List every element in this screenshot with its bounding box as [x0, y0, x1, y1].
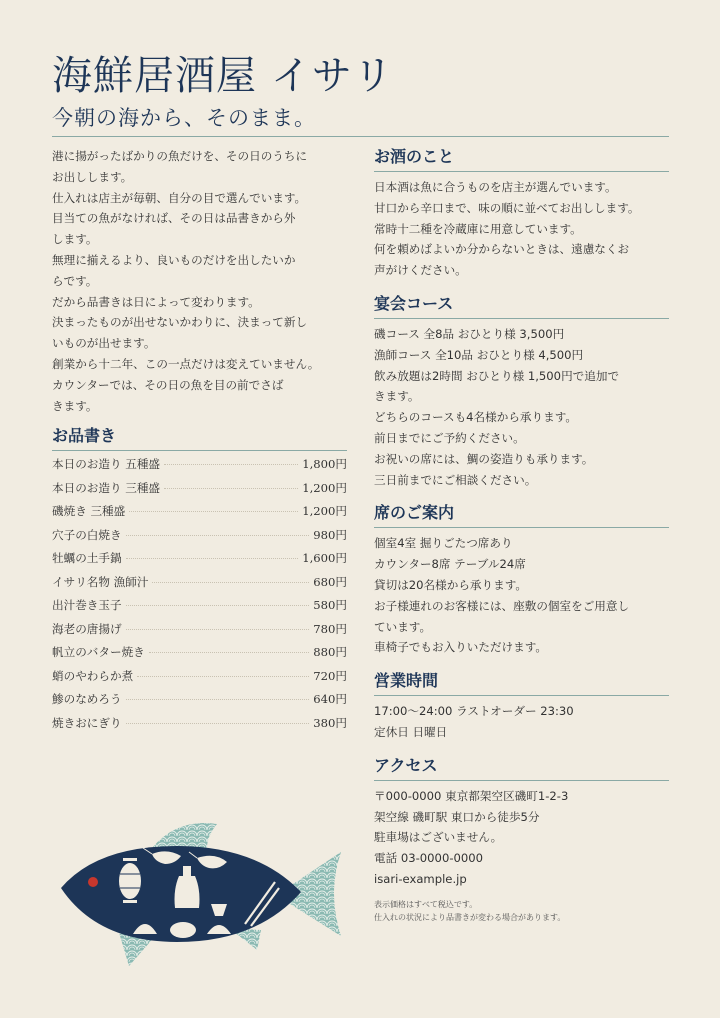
menu-item-price: 880円	[313, 645, 347, 660]
sake-heading: お酒のこと	[374, 146, 669, 172]
menu-item	[52, 621, 347, 645]
dot-leader	[152, 582, 309, 583]
intro-line: いものが出せます。	[52, 336, 156, 351]
dot-leader	[129, 511, 298, 512]
menu-item	[52, 550, 347, 574]
menu-item	[52, 597, 347, 621]
intro-line: お出しします。	[52, 169, 133, 184]
hours-heading: 営業時間	[374, 670, 669, 696]
menu-page	[52, 0, 669, 1018]
intro-line: 決まったものが出せないかわりに、決まって新し	[52, 315, 308, 330]
course-line: どちらのコースも4名様から承ります。	[374, 410, 577, 425]
menu-item	[52, 527, 347, 551]
menu-item-name: 海老の唐揚げ	[52, 621, 122, 636]
right-column	[374, 146, 669, 936]
menu-item	[52, 574, 347, 598]
menu-list	[52, 456, 347, 738]
dot-leader	[126, 723, 310, 724]
dot-leader	[126, 558, 299, 559]
seats-line: 貸切は20名様から承ります。	[374, 577, 527, 592]
menu-item-price: 640円	[313, 692, 347, 707]
seats-section	[374, 502, 669, 658]
menu-item	[52, 715, 347, 739]
menu-item-name: イサリ名物 漁師汁	[52, 574, 149, 589]
page-subtitle: 今朝の海から、そのまま。	[52, 106, 316, 130]
menu-item-price: 680円	[313, 574, 347, 589]
course-line: 漁師コース 全10品 おひとり様 4,500円	[374, 347, 584, 362]
menu-item	[52, 691, 347, 715]
seats-line: ています。	[374, 619, 432, 634]
dot-leader	[126, 629, 310, 630]
menu-item-name: 牡蠣の土手鍋	[52, 551, 122, 566]
fish-eye	[88, 877, 98, 887]
sake-line: 声がけください。	[374, 263, 467, 278]
menu-item-name: 穴子の白焼き	[52, 527, 122, 542]
access-heading: アクセス	[374, 755, 669, 781]
menu-item	[52, 503, 347, 527]
dot-leader	[126, 535, 310, 536]
dot-leader	[126, 699, 310, 700]
menu-item	[52, 644, 347, 668]
seats-line: カウンター8席 テーブル24席	[374, 557, 526, 572]
menu-item-price: 1,200円	[302, 480, 347, 495]
footnote: 仕入れの状況により品書きが変わる場合があります。	[374, 912, 566, 922]
menu-item-price: 1,600円	[302, 551, 347, 566]
footnotes	[374, 898, 669, 924]
intro-line: 港に揚がったばかりの魚だけを、その日のうちに	[52, 149, 308, 163]
menu-item-name: 本日のお造り 五種盛	[52, 457, 161, 472]
sake-line: 甘口から辛口まで、味の順に並べてお出しします。	[374, 200, 640, 215]
footnote: 表示価格はすべて税込です。	[374, 899, 478, 909]
dot-leader	[137, 676, 309, 677]
intro-line: 創業から十二年、この一点だけは変えていません。	[52, 356, 320, 371]
dot-leader	[149, 652, 310, 653]
course-line: お祝いの席には、鯛の姿造りも承ります。	[374, 451, 594, 466]
left-column	[52, 146, 347, 738]
access-phone: 電話 03-0000-0000	[374, 851, 484, 866]
sake-line: 日本酒は魚に合うものを店主が選んでいます。	[374, 180, 617, 194]
menu-item-price: 580円	[313, 598, 347, 613]
sake-section	[374, 146, 669, 281]
intro-line: カウンターでは、その日の魚を目の前でさば	[52, 377, 284, 392]
course-line: 磯コース 全8品 おひとり様 3,500円	[374, 326, 565, 341]
menu-item-name: 帆立のバター焼き	[52, 645, 145, 660]
hours-line: 定休日 日曜日	[374, 724, 448, 739]
access-section	[374, 755, 669, 924]
intro-line: 無理に揃えるより、良いものだけを出したいか	[52, 252, 296, 267]
seats-line: 車椅子でもお入りいただけます。	[374, 640, 547, 655]
intro-line: らです。	[52, 273, 98, 288]
menu-item-name: 蛸のやわらか煮	[52, 668, 134, 683]
course-line: 三日前までにご相談ください。	[374, 472, 537, 487]
dot-leader	[164, 464, 298, 465]
course-line: きます。	[374, 389, 420, 404]
sake-line: 何を頼めばよいか分からないときは、遠慮なくお	[374, 242, 630, 257]
menu-item-price: 720円	[313, 668, 347, 683]
menu-item-name: 鯵のなめろう	[52, 692, 122, 707]
access-address: 〒000-0000 東京都架空区磯町1-2-3	[374, 788, 569, 803]
dot-leader	[164, 488, 298, 489]
access-station: 架空線 磯町駅 東口から徒歩5分	[374, 809, 540, 824]
intro-text	[52, 146, 347, 416]
seats-line: 個室4室 掘りごたつ席あり	[374, 536, 513, 551]
menu-item-name: 本日のお造り 三種盛	[52, 480, 161, 495]
menu-item	[52, 480, 347, 504]
dorsal-fin	[152, 823, 217, 848]
course-section	[374, 293, 669, 490]
seats-heading: 席のご案内	[374, 502, 669, 528]
menu-item-name: 出汁巻き玉子	[52, 598, 122, 613]
intro-line: だから品書きは日によって変わります。	[52, 294, 260, 309]
sake-line: 常時十二種を冷蔵庫に用意しています。	[374, 221, 582, 236]
menu-heading: お品書き	[52, 425, 347, 451]
menu-item-name: 磯焼き 三種盛	[52, 504, 126, 519]
access-website: isari-example.jp	[374, 871, 467, 886]
hours-section	[374, 670, 669, 743]
menu-item-price: 380円	[313, 715, 347, 730]
seats-line: お子様連れのお客様には、座敷の個室をご用意し	[374, 598, 630, 613]
menu-item-price: 1,800円	[302, 457, 347, 472]
menu-item-name: 焼きおにぎり	[52, 715, 122, 730]
menu-item	[52, 456, 347, 480]
menu-item-price: 780円	[313, 621, 347, 636]
menu-item-price: 1,200円	[302, 504, 347, 519]
intro-line: 目当ての魚がなければ、その日は品書きから外	[52, 211, 296, 226]
dot-leader	[126, 605, 310, 606]
menu-item-price: 980円	[313, 527, 347, 542]
intro-line: きます。	[52, 398, 98, 413]
page-title: 海鮮居酒屋 イサリ	[52, 53, 394, 99]
divider	[52, 136, 669, 137]
intro-line: します。	[52, 232, 98, 247]
course-line: 飲み放題は2時間 おひとり様 1,500円で追加で	[374, 368, 620, 383]
menu-item	[52, 668, 347, 692]
course-heading: 宴会コース	[374, 293, 669, 319]
intro-line: 仕入れは店主が毎朝、自分の目で選んでいます。	[52, 190, 307, 205]
course-line: 前日までにご予約ください。	[374, 430, 525, 445]
fish-illustration	[57, 818, 347, 968]
access-parking: 駐車場はございません。	[374, 830, 503, 845]
hours-line: 17:00〜24:00 ラストオーダー 23:30	[374, 704, 574, 719]
